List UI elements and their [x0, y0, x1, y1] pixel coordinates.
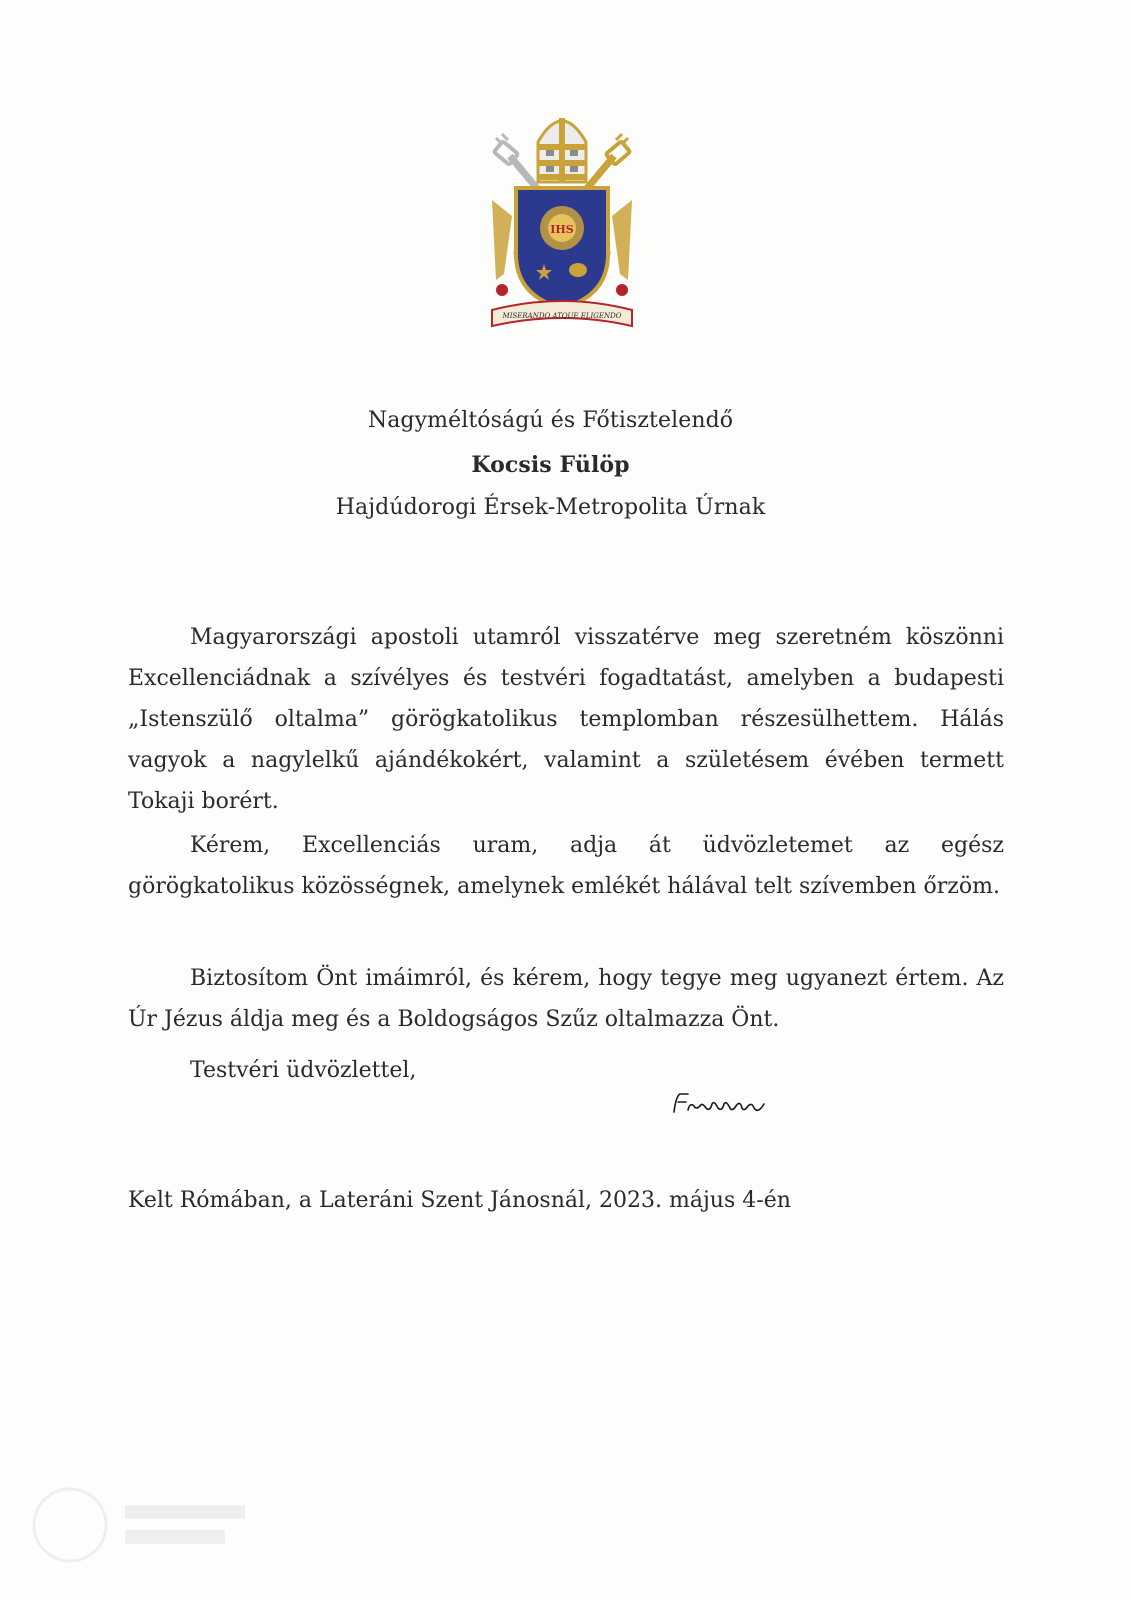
motto-scroll [492, 301, 632, 326]
faint-watermark [30, 1470, 260, 1580]
papal-coat-of-arms [482, 104, 642, 336]
sun-icon [540, 206, 584, 250]
motto-text: MISERANDO ATQUE ELIGENDO [502, 312, 622, 320]
body-paragraph-1: Magyarországi apostoli utamról visszatérve meg szeretném köszönni Excellenciádnak a szívélyes és testvéri fogadtatást, amelyben a budapesti „Istenszülő oltalma” görögkatolikus templomban részesülhettem. Hálás vagyok a nagylelkű ajándékokért, valamint a születésem évében termett Tokaji borért. [128, 625, 1004, 814]
body-paragraph-3: Biztosítom Önt imáimról, és kérem, hogy tegye meg ugyanezt értem. Az Úr Jézus áldja meg és a Boldogságos Szűz oltalmazza Önt. [128, 966, 1004, 1032]
mitre-icon [538, 118, 586, 182]
recipient-name: Kocsis Fülöp [471, 452, 630, 478]
body-paragraph-2: Kérem, Excellenciás uram, adja át üdvözletemet az egész görögkatolikus közösségnek, amelynek emlékét hálával telt szívemben őrzöm. [128, 833, 1004, 899]
salutation-line: Nagyméltóságú és Főtisztelendő [367, 408, 734, 433]
signature-image [670, 1082, 770, 1122]
shield-icon [516, 188, 608, 308]
dateline: Kelt Rómában, a Lateráni Szent Jánosnál, 2023. május 4-én [128, 1188, 791, 1213]
nard-icon [569, 263, 587, 277]
monogram-text: IHS [550, 223, 574, 236]
recipient-title: Hajdúdorogi Érsek-Metropolita Úrnak [335, 495, 766, 520]
closing-line: Testvéri üdvözlettel, [190, 1058, 417, 1083]
